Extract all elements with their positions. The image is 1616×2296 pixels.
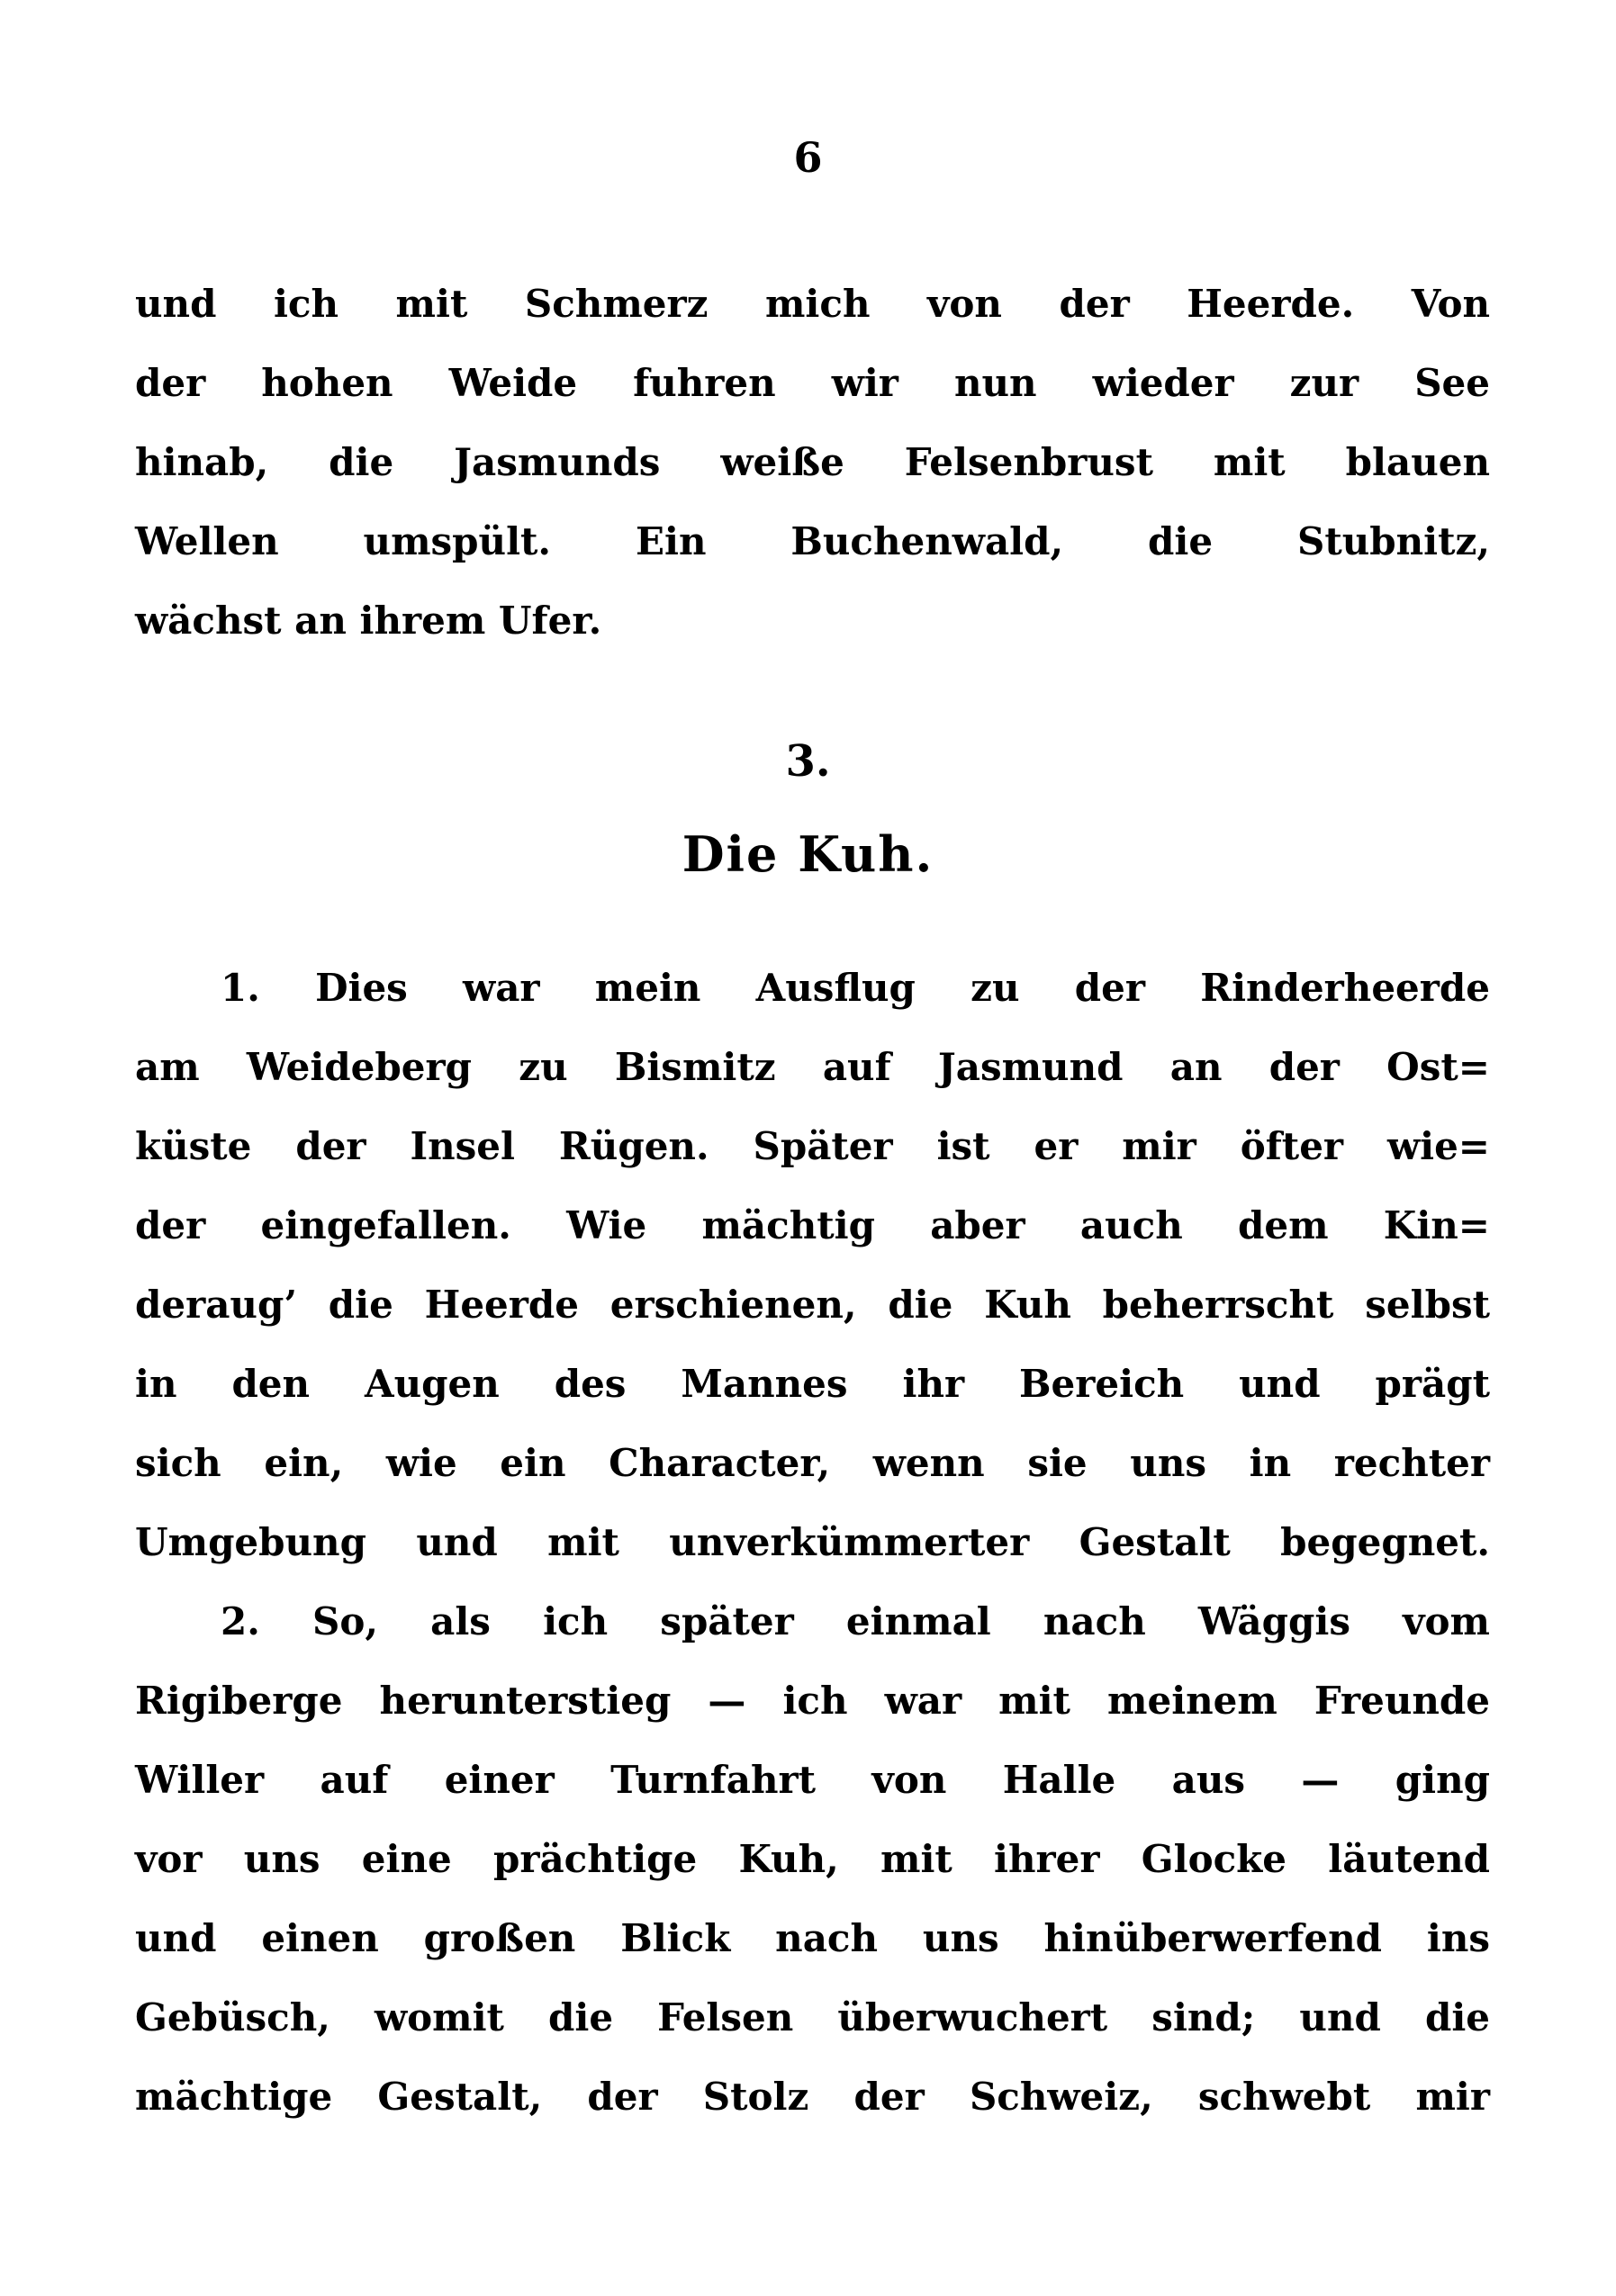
text-line: vor uns eine prächtige Kuh, mit ihrer Glocke läutend xyxy=(135,1837,1490,1881)
paragraph-1 xyxy=(135,949,1490,1582)
text-line: sich ein, wie ein Character, wenn sie uns in rechter xyxy=(135,1441,1490,1485)
text-line: Umgebung und mit unverkümmerter Gestalt begegnet. xyxy=(135,1520,1490,1564)
text-line: 2. So, als ich später einmal nach Wäggis vom xyxy=(221,1599,1490,1643)
text-line: Wellen umspült. Ein Buchenwald, die Stubnitz, xyxy=(135,519,1490,563)
text-line: wächst an ihrem Ufer. xyxy=(135,599,602,643)
text-line: Rigiberge herunterstieg — ich war mit meinem Freunde xyxy=(135,1679,1490,1723)
text-line: deraug’ die Heerde erschienen, die Kuh beherrscht selbst xyxy=(135,1283,1490,1327)
text-line: küste der Insel Rügen. Später ist er mir öfter wie= xyxy=(135,1124,1490,1168)
text-line: der hohen Weide fuhren wir nun wieder zur See xyxy=(135,361,1490,405)
text-line: der eingefallen. Wie mächtig aber auch dem Kin= xyxy=(135,1203,1490,1247)
text-line: am Weideberg zu Bismitz auf Jasmund an der Ost= xyxy=(135,1045,1490,1089)
text-line: hinab, die Jasmunds weiße Felsenbrust mit blauen xyxy=(135,440,1490,484)
text-line: und ich mit Schmerz mich von der Heerde. Von xyxy=(135,282,1490,326)
text-line: und einen großen Blick nach uns hinüberwerfend ins xyxy=(135,1916,1490,1960)
text-line: mächtige Gestalt, der Stolz der Schweiz, schwebt mir xyxy=(135,2075,1490,2119)
text-line: 1. Dies war mein Ausflug zu der Rinderheerde xyxy=(221,966,1490,1010)
intro-paragraph xyxy=(135,265,1490,661)
text-line: Willer auf einer Turnfahrt von Halle aus — ging xyxy=(135,1758,1490,1802)
text-line: Gebüsch, womit die Felsen überwuchert sind; und die xyxy=(135,1995,1490,2039)
paragraph-2 xyxy=(135,1582,1490,2137)
section-title: Die Kuh. xyxy=(682,825,934,883)
page-number: 6 xyxy=(793,133,823,182)
text-line: in den Augen des Mannes ihr Bereich und prägt xyxy=(135,1362,1490,1406)
section-number: 3. xyxy=(785,736,831,787)
